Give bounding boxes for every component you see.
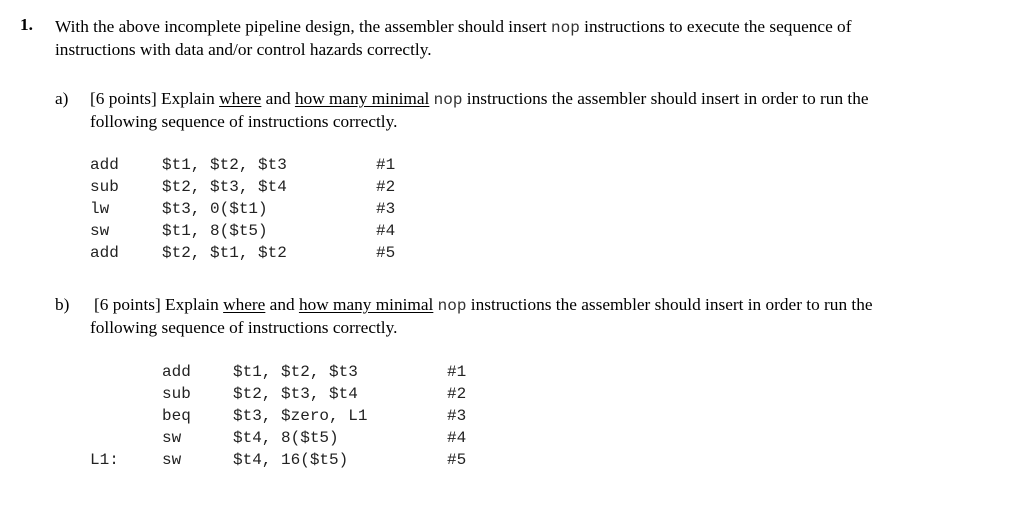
code-op: sub — [162, 385, 191, 403]
code-line — [0, 361, 1024, 383]
code-line — [0, 427, 1024, 449]
part-a-nop: nop — [433, 91, 463, 109]
part-a-code-block — [0, 154, 1024, 266]
part-b-where: where — [223, 295, 266, 314]
code-args: $t2, $t3, $t4 — [162, 178, 287, 196]
question-number: 1. — [20, 15, 33, 34]
part-a-where: where — [219, 89, 262, 108]
code-args: $t1, 8($t5) — [162, 222, 268, 240]
code-line — [0, 242, 1024, 264]
code-line — [0, 383, 1024, 405]
code-num: #1 — [376, 156, 396, 174]
code-args: $t4, 8($t5) — [233, 429, 339, 447]
part-b-and: and — [265, 295, 299, 314]
code-line — [0, 220, 1024, 242]
code-line — [0, 176, 1024, 198]
code-num: #2 — [447, 385, 467, 403]
part-b-rest: instructions the assembler should insert in order to run the — [466, 295, 873, 314]
question-line-1 — [55, 15, 851, 40]
code-args: $t1, $t2, $t3 — [233, 363, 358, 381]
code-op: add — [162, 363, 191, 381]
part-a-line-2: following sequence of instructions correctly. — [90, 112, 398, 131]
question-text-post: instructions to execute the sequence of — [579, 17, 852, 36]
code-num: #4 — [447, 429, 467, 447]
part-b-code-block — [0, 361, 1024, 473]
code-op: sw — [90, 222, 110, 240]
code-op: beq — [162, 407, 191, 425]
code-line — [0, 198, 1024, 220]
part-b-line-2: following sequence of instructions correctly. — [90, 318, 398, 337]
part-b-points: [6 points] Explain — [94, 295, 224, 314]
code-op: sub — [90, 178, 119, 196]
code-args: $t1, $t2, $t3 — [162, 156, 287, 174]
part-a-and: and — [261, 89, 295, 108]
part-b-line-1 — [94, 293, 873, 318]
part-a-points: [6 points] Explain — [90, 89, 220, 108]
code-num: #5 — [376, 244, 396, 262]
code-op: sw — [162, 429, 182, 447]
code-label: L1: — [90, 451, 119, 469]
code-line — [0, 405, 1024, 427]
part-a-rest: instructions the assembler should insert in order to run the — [462, 89, 869, 108]
code-num: #5 — [447, 451, 467, 469]
code-num: #4 — [376, 222, 396, 240]
code-op: add — [90, 244, 119, 262]
nop-code: nop — [551, 19, 580, 37]
code-args: $t3, 0($t1) — [162, 200, 268, 218]
code-num: #2 — [376, 178, 396, 196]
code-op: add — [90, 156, 119, 174]
code-num: #3 — [376, 200, 396, 218]
code-num: #3 — [447, 407, 467, 425]
part-b-nop: nop — [437, 297, 467, 315]
part-a-label: a) — [55, 89, 69, 108]
part-b-label: b) — [55, 295, 70, 314]
part-a-how-many: how many minimal — [294, 89, 430, 108]
code-op: lw — [90, 200, 110, 218]
code-line — [0, 449, 1024, 471]
question-line-2: instructions with data and/or control hazards correctly. — [55, 40, 432, 59]
code-op: sw — [162, 451, 182, 469]
code-line — [0, 154, 1024, 176]
part-a-line-1 — [90, 87, 869, 112]
code-args: $t4, 16($t5) — [233, 451, 349, 469]
code-args: $t2, $t1, $t2 — [162, 244, 287, 262]
question-text-pre: With the above incomplete pipeline design, the assembler should insert — [55, 17, 552, 36]
code-args: $t2, $t3, $t4 — [233, 385, 358, 403]
part-b-how-many: how many minimal — [298, 295, 434, 314]
code-num: #1 — [447, 363, 467, 381]
code-args: $t3, $zero, L1 — [233, 407, 368, 425]
